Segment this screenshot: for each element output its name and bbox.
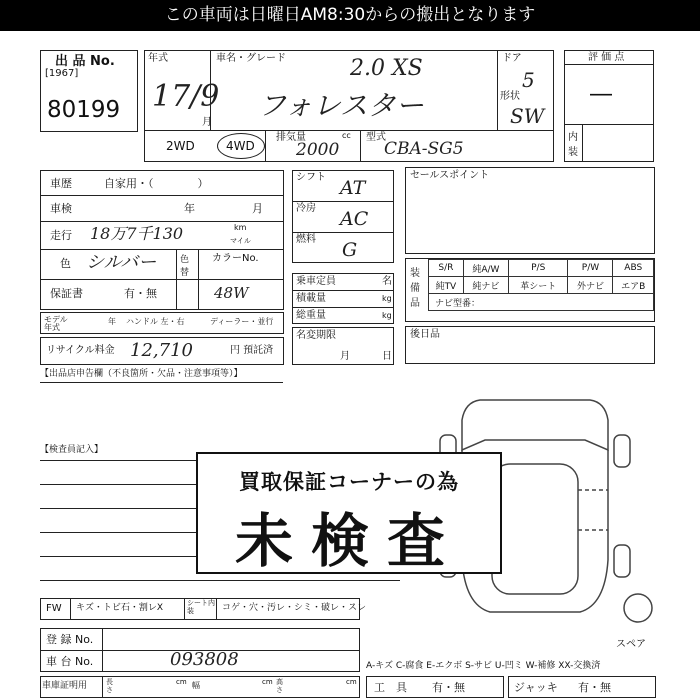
equip-aw: 純A/W	[463, 260, 508, 277]
mileage-label: 走行	[50, 229, 72, 242]
notice-banner: この車両は日曜日AM8:30からの搬出となります	[0, 0, 700, 31]
tools-label: 工 具	[374, 681, 407, 694]
rear-items-label: 後日品	[410, 329, 440, 340]
cert-label: 車庫証明用	[42, 681, 88, 691]
color-no-value: 48W	[214, 284, 249, 302]
mileage-value: 18万7千130	[90, 224, 184, 243]
model-year-label: モデル年式	[44, 315, 68, 332]
grade-value: 2.0 XS	[350, 56, 423, 81]
cert-cm1: cm	[176, 678, 187, 686]
history-label: 車歴	[50, 177, 72, 190]
sales-point-label: セールスポイント	[410, 170, 490, 181]
color-value: シルバー	[86, 252, 157, 273]
door-value: 5	[522, 68, 535, 92]
model-year-handle: ハンドル 左・右	[126, 317, 185, 326]
declaration-label: 【出品店申告欄（不良箇所・欠品・注意事項等）】	[40, 369, 243, 379]
displacement-unit: cc	[342, 131, 351, 140]
weight-label: 総重量	[296, 310, 326, 321]
weight-unit: kg	[382, 311, 392, 320]
load-unit: kg	[382, 294, 392, 303]
drive-2wd: 2WD	[166, 139, 195, 153]
cert-cm2: cm	[262, 678, 273, 686]
load-label: 積載量	[296, 293, 326, 304]
equip-sr: S/R	[429, 260, 464, 277]
deadline-day: 日	[382, 351, 392, 362]
type-label: 型式	[366, 132, 386, 143]
model-year-year: 年	[108, 317, 116, 326]
score-value: ―	[590, 82, 612, 107]
equip-airbag: エアB	[613, 277, 654, 294]
capacity-unit: 名	[382, 276, 392, 287]
deadline-month: 月	[340, 351, 350, 362]
color-no-label: カラーNo.	[212, 253, 259, 264]
reg-label: 登 録 No.	[46, 633, 94, 646]
inspection-month: 月	[252, 202, 263, 215]
equip-ps: P/S	[508, 260, 568, 277]
recycle-unit: 円 預託済	[230, 345, 274, 356]
deadline-label: 名変期限	[296, 330, 336, 341]
fuel-label: 燃料	[296, 234, 316, 245]
mileage-unit-mile: マイル	[230, 237, 251, 245]
chassis-label: 車 台 No.	[46, 655, 94, 668]
lot-code: [1967]	[45, 68, 79, 79]
color-label: 色	[60, 257, 71, 270]
equip-leather: 革シート	[508, 277, 568, 294]
mileage-unit-km: km	[234, 223, 247, 232]
not-inspected-stamp	[196, 452, 502, 574]
model-year-dealer: ディーラー・並行	[210, 317, 274, 326]
recycle-label: リサイクル料金	[46, 345, 115, 356]
equip-navi-model: ナビ型番：	[429, 294, 654, 311]
cert-width: 幅	[192, 681, 200, 690]
jack-value: 有・無	[578, 681, 611, 694]
garage-cert-box	[40, 676, 360, 698]
color-change: 色替	[180, 255, 190, 278]
type-value: CBA-SG5	[384, 139, 464, 159]
chassis-value: 093808	[170, 649, 239, 670]
shift-value: AT	[340, 177, 366, 199]
shape-value: SW	[510, 104, 545, 128]
seat-text: コゲ・穴・汚レ・シミ・破レ・スレ	[222, 603, 367, 613]
inspector-label: 【検査員記入】	[40, 445, 104, 455]
equip-pw: P/W	[568, 260, 613, 277]
warranty-label: 保証書	[50, 287, 83, 300]
equip-abs: ABS	[613, 260, 654, 277]
drive-4wd-circle	[217, 133, 265, 159]
drive-4wd: 4WD	[226, 139, 255, 153]
capacity-label: 乗車定員	[296, 276, 336, 287]
lot-number: 80199	[47, 97, 121, 123]
cert-height: 高さ	[276, 678, 283, 694]
seat-label: シート内装	[187, 599, 215, 615]
equipment-label: 装備品	[410, 268, 420, 309]
year-label: 年式	[148, 53, 168, 64]
year-unit: 月	[202, 117, 212, 128]
fw-text: キズ・トビ石・割レX	[76, 603, 163, 613]
recycle-value: 12,710	[130, 340, 193, 361]
fw-label: FW	[46, 603, 62, 614]
shift-label: シフト	[296, 172, 326, 183]
stamp-line2: 未検査	[234, 507, 463, 575]
history-value: 自家用・（ ）	[104, 177, 209, 190]
damage-legend: A-キズ C-腐食 E-エクボ S-サビ U-凹ミ W-補修 XX-交換済	[366, 661, 601, 671]
warranty-value: 有・無	[124, 287, 157, 300]
rear-items-box	[405, 326, 655, 364]
stamp-line1: 買取保証コーナーの為	[239, 470, 459, 494]
equip-tv: 純TV	[429, 277, 464, 294]
lot-label: 出 品 No.	[55, 54, 115, 69]
model-value: フォレスター	[258, 89, 424, 122]
fuel-value: G	[342, 239, 358, 261]
ac-value: AC	[340, 208, 369, 230]
year-value: 17/9	[152, 79, 220, 114]
shape-label: 形状	[500, 91, 520, 102]
jack-label: ジャッキ	[514, 681, 558, 694]
cert-cm3: cm	[346, 678, 357, 686]
inspection-year: 年	[184, 202, 195, 215]
equipment-table	[428, 259, 654, 311]
displacement-value: 2000	[296, 140, 340, 160]
interior-label: 内装	[568, 132, 578, 158]
score-label: 評 価 点	[588, 52, 625, 63]
spare-label: スペア	[616, 639, 646, 650]
inspection-label: 車検	[50, 202, 72, 215]
door-label: ドア	[502, 53, 522, 64]
equip-navi: 純ナビ	[463, 277, 508, 294]
displacement-label: 排気量	[276, 132, 306, 143]
name-label: 車名・グレード	[216, 53, 286, 64]
equip-ext-navi: 外ナビ	[568, 277, 613, 294]
cert-length: 長さ	[106, 678, 113, 694]
tools-value: 有・無	[432, 681, 465, 694]
ac-label: 冷房	[296, 203, 316, 214]
lot-box	[40, 50, 138, 132]
